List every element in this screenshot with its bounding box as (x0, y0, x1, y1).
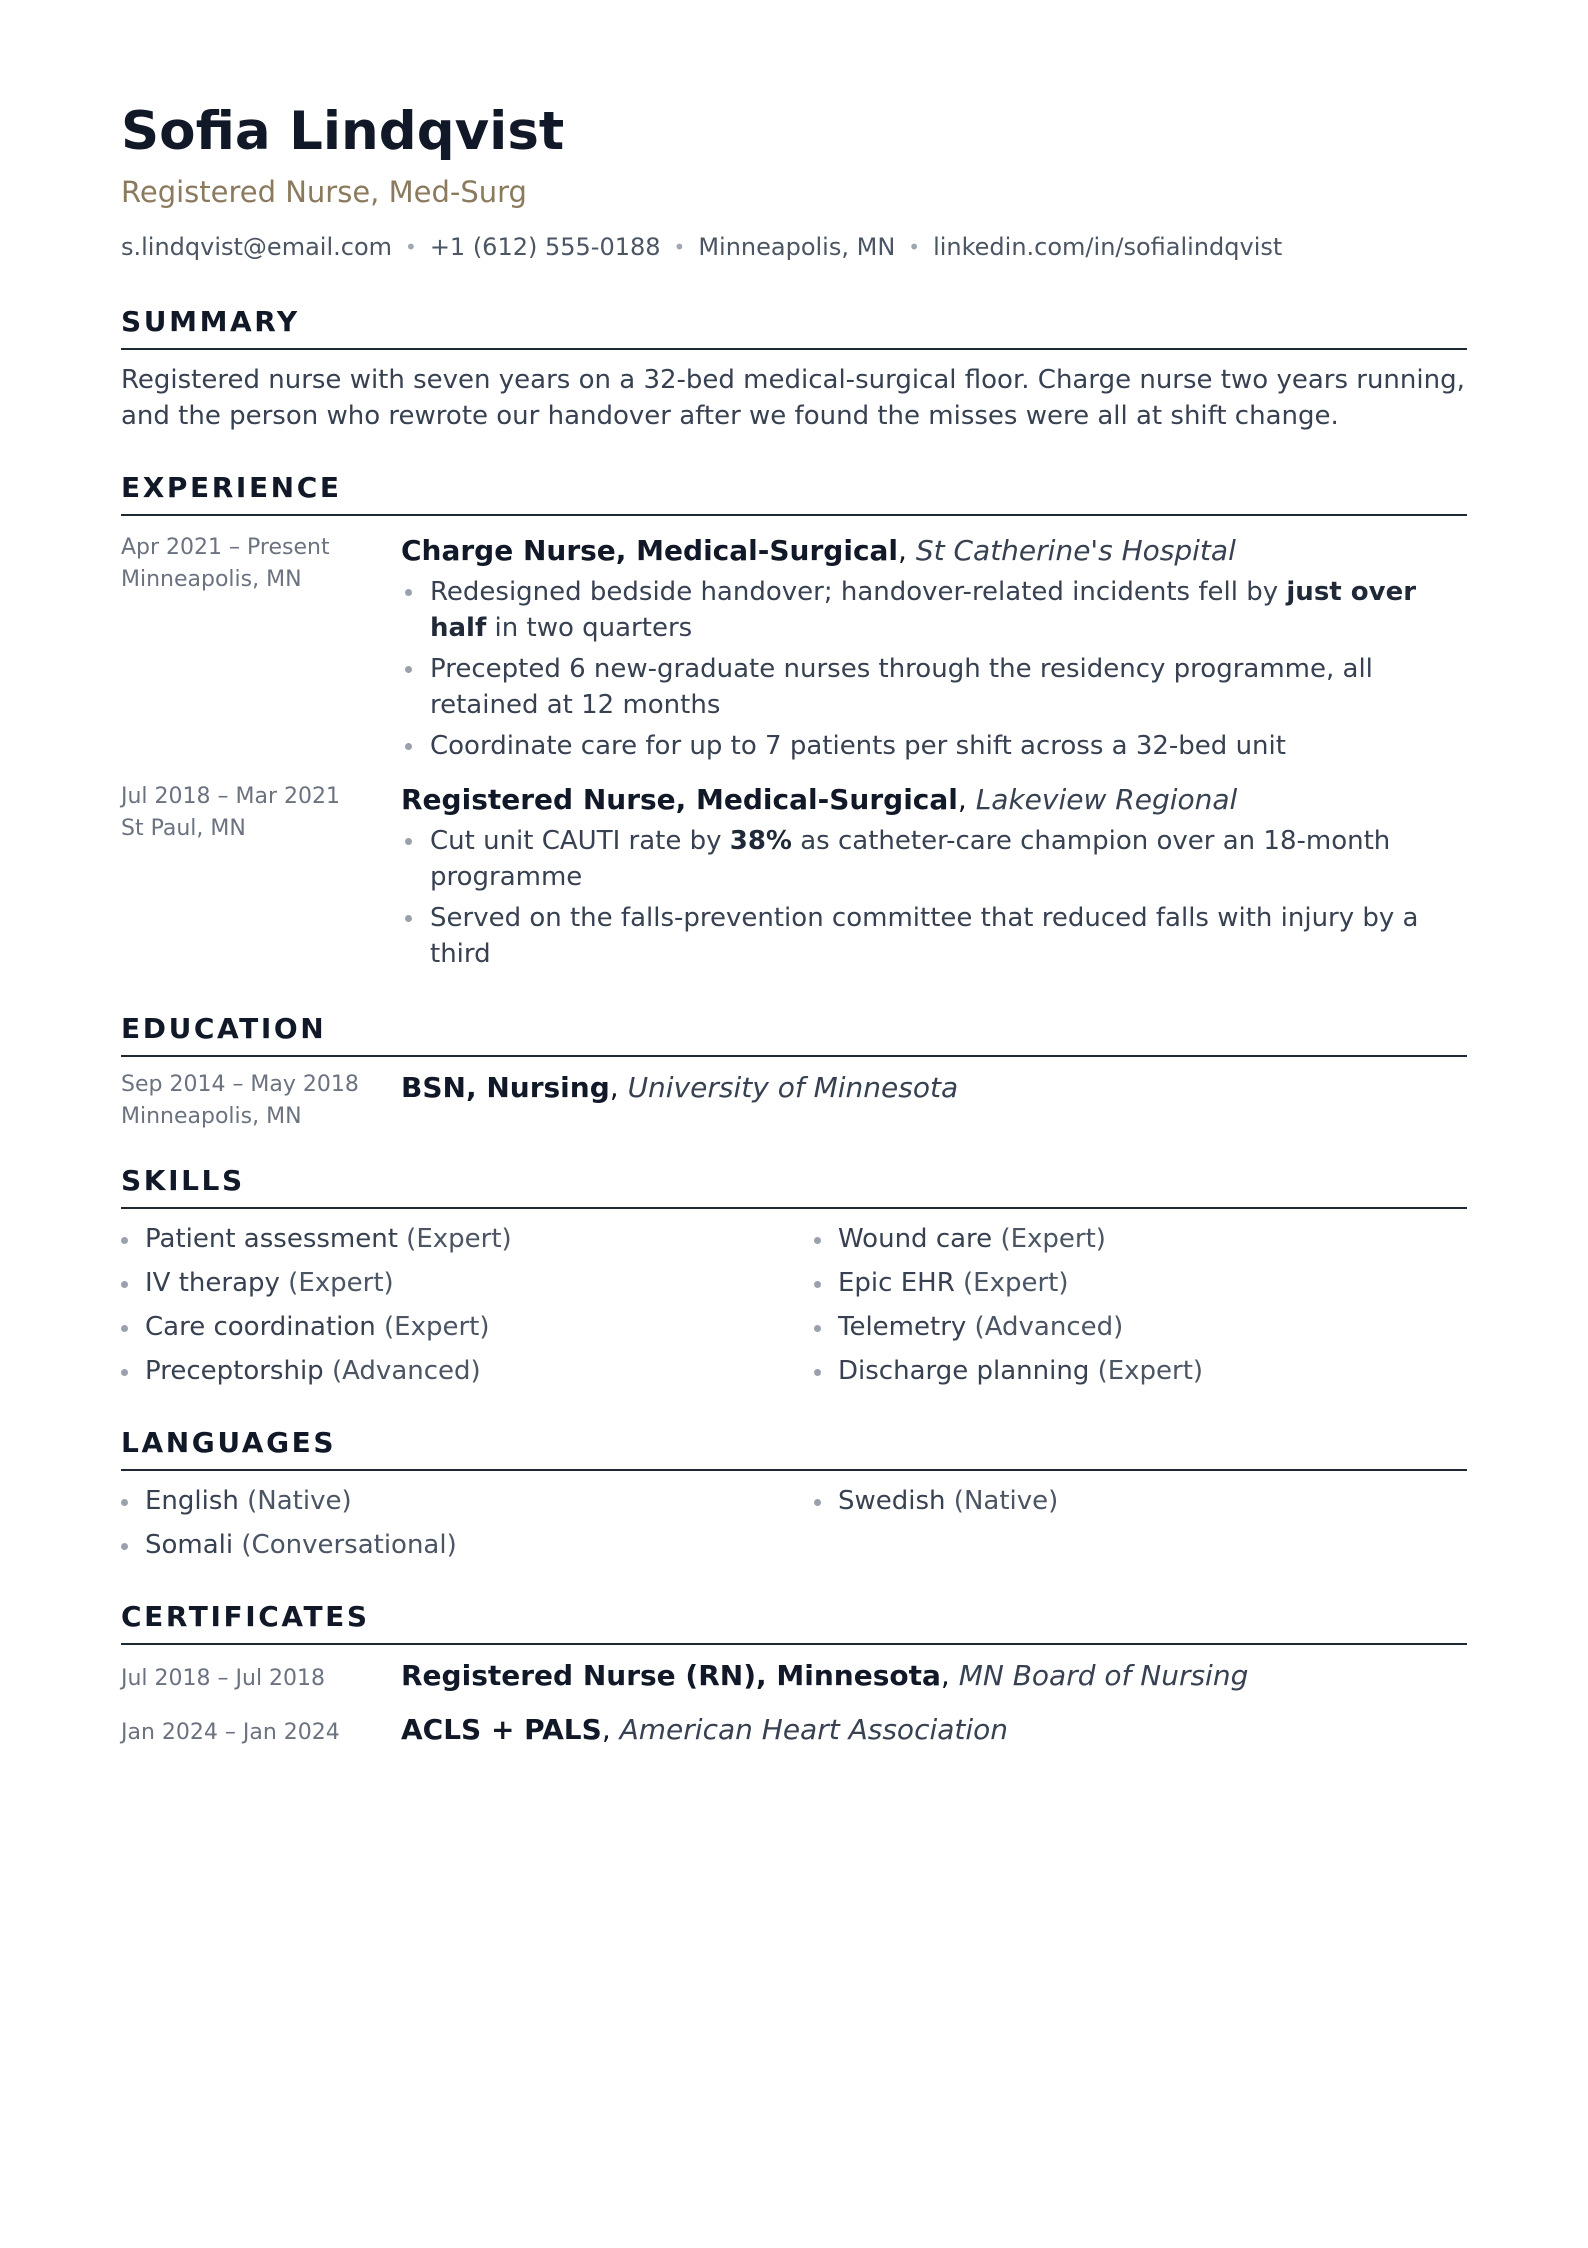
skill-item: Care coordination (Expert) (121, 1309, 814, 1345)
experience-section (121, 470, 1467, 977)
candidate-title: Registered Nurse, Med-Surg (121, 175, 527, 209)
separator-dot: • (673, 235, 686, 259)
bullet-item: Served on the falls-prevention committee that reduced falls with injury by a third (401, 900, 1467, 972)
education-entry (121, 1069, 1467, 1133)
section-heading-skills: SKILLS (121, 1163, 1467, 1209)
school: University of Minnesota (627, 1071, 959, 1104)
certificate-heading: ACLS + PALS, American Heart Association (401, 1713, 1009, 1746)
entry-body (401, 1069, 1467, 1133)
separator-dot: • (908, 235, 921, 259)
skill-item: Preceptorship (Advanced) (121, 1353, 814, 1389)
certificate-dates: Jul 2018 – Jul 2018 (121, 1666, 326, 1691)
entry-meta (121, 781, 401, 977)
certificate-entry (121, 1711, 1467, 1751)
entry-dates: Sep 2014 – May 2018 (121, 1072, 359, 1097)
experience-entry (121, 781, 1467, 977)
certificate-dates: Jan 2024 – Jan 2024 (121, 1720, 340, 1745)
entry-body (401, 532, 1467, 769)
contact-email[interactable]: s.lindqvist@email.com (121, 233, 393, 261)
skill-item: Epic EHR (Expert) (814, 1265, 1467, 1301)
entry-heading: BSN, Nursing, University of Minnesota (401, 1071, 959, 1104)
skill-item: Telemetry (Advanced) (814, 1309, 1467, 1345)
education-section (121, 1011, 1467, 1133)
section-heading-education: EDUCATION (121, 1011, 1467, 1057)
entry-heading: Registered Nurse, Medical-Surgical, Lakeview Regional (401, 783, 1238, 816)
certificate-issuer: American Heart Association (619, 1713, 1009, 1746)
languages-list (121, 1483, 1467, 1563)
skills-section (121, 1163, 1467, 1389)
job-organization: Lakeview Regional (975, 783, 1238, 816)
contact-phone[interactable]: +1 (612) 555-0188 (429, 233, 661, 261)
entry-location: St Paul, MN (121, 816, 246, 841)
section-heading-certificates: CERTIFICATES (121, 1599, 1467, 1645)
job-bullets (401, 574, 1467, 764)
skill-item: Discharge planning (Expert) (814, 1353, 1467, 1389)
job-bullets (401, 823, 1467, 972)
entry-location: Minneapolis, MN (121, 567, 302, 592)
separator-dot: • (405, 235, 417, 259)
bullet-item: Coordinate care for up to 7 patients per shift across a 32-bed unit (401, 728, 1467, 764)
candidate-name: Sofia Lindqvist (121, 101, 565, 162)
contact-linkedin[interactable]: linkedin.com/in/sofialindqvist (933, 233, 1283, 261)
certificate-entry (121, 1657, 1467, 1697)
experience-entry (121, 532, 1467, 769)
entry-meta (121, 532, 401, 769)
certificate-name: ACLS + PALS (401, 1713, 602, 1746)
section-heading-summary: SUMMARY (121, 304, 1467, 350)
certificates-section (121, 1599, 1467, 1751)
summary-text: Registered nurse with seven years on a 32-bed medical-surgical floor. Charge nurse two years running, and the person who rewrote our handover after we found the misses were all at shift change. (121, 365, 1465, 431)
language-item: Swedish (Native) (814, 1483, 1467, 1519)
language-item: Somali (Conversational) (121, 1527, 814, 1563)
skills-list (121, 1221, 1467, 1389)
summary-section (121, 304, 1467, 434)
certificate-issuer: MN Board of Nursing (958, 1659, 1249, 1692)
contact-location: Minneapolis, MN (698, 233, 896, 261)
language-item: English (Native) (121, 1483, 814, 1519)
bullet-item: Cut unit CAUTI rate by 38% as catheter-care champion over an 18-month programme (401, 823, 1467, 895)
degree: BSN, Nursing (401, 1071, 610, 1104)
contact-line (121, 230, 1467, 264)
resume-header (121, 100, 1467, 264)
section-heading-experience: EXPERIENCE (121, 470, 1467, 516)
entry-meta (121, 1069, 401, 1133)
skill-item: Wound care (Expert) (814, 1221, 1467, 1257)
entry-body (401, 781, 1467, 977)
skill-item: Patient assessment (Expert) (121, 1221, 814, 1257)
job-organization: St Catherine's Hospital (915, 534, 1236, 567)
entry-dates: Apr 2021 – Present (121, 535, 330, 560)
skill-item: IV therapy (Expert) (121, 1265, 814, 1301)
entry-location: Minneapolis, MN (121, 1104, 302, 1129)
entry-heading: Charge Nurse, Medical-Surgical, St Catherine's Hospital (401, 534, 1236, 567)
bullet-item: Precepted 6 new-graduate nurses through the residency programme, all retained at 12 months (401, 651, 1467, 723)
certificate-heading: Registered Nurse (RN), Minnesota, MN Board of Nursing (401, 1659, 1249, 1692)
section-heading-languages: LANGUAGES (121, 1425, 1467, 1471)
job-role: Charge Nurse, Medical-Surgical (401, 534, 899, 567)
bullet-item: Redesigned bedside handover; handover-related incidents fell by just over half in two quarters (401, 574, 1467, 646)
languages-section (121, 1425, 1467, 1563)
certificate-name: Registered Nurse (RN), Minnesota (401, 1659, 941, 1692)
job-role: Registered Nurse, Medical-Surgical (401, 783, 958, 816)
entry-dates: Jul 2018 – Mar 2021 (121, 784, 341, 809)
